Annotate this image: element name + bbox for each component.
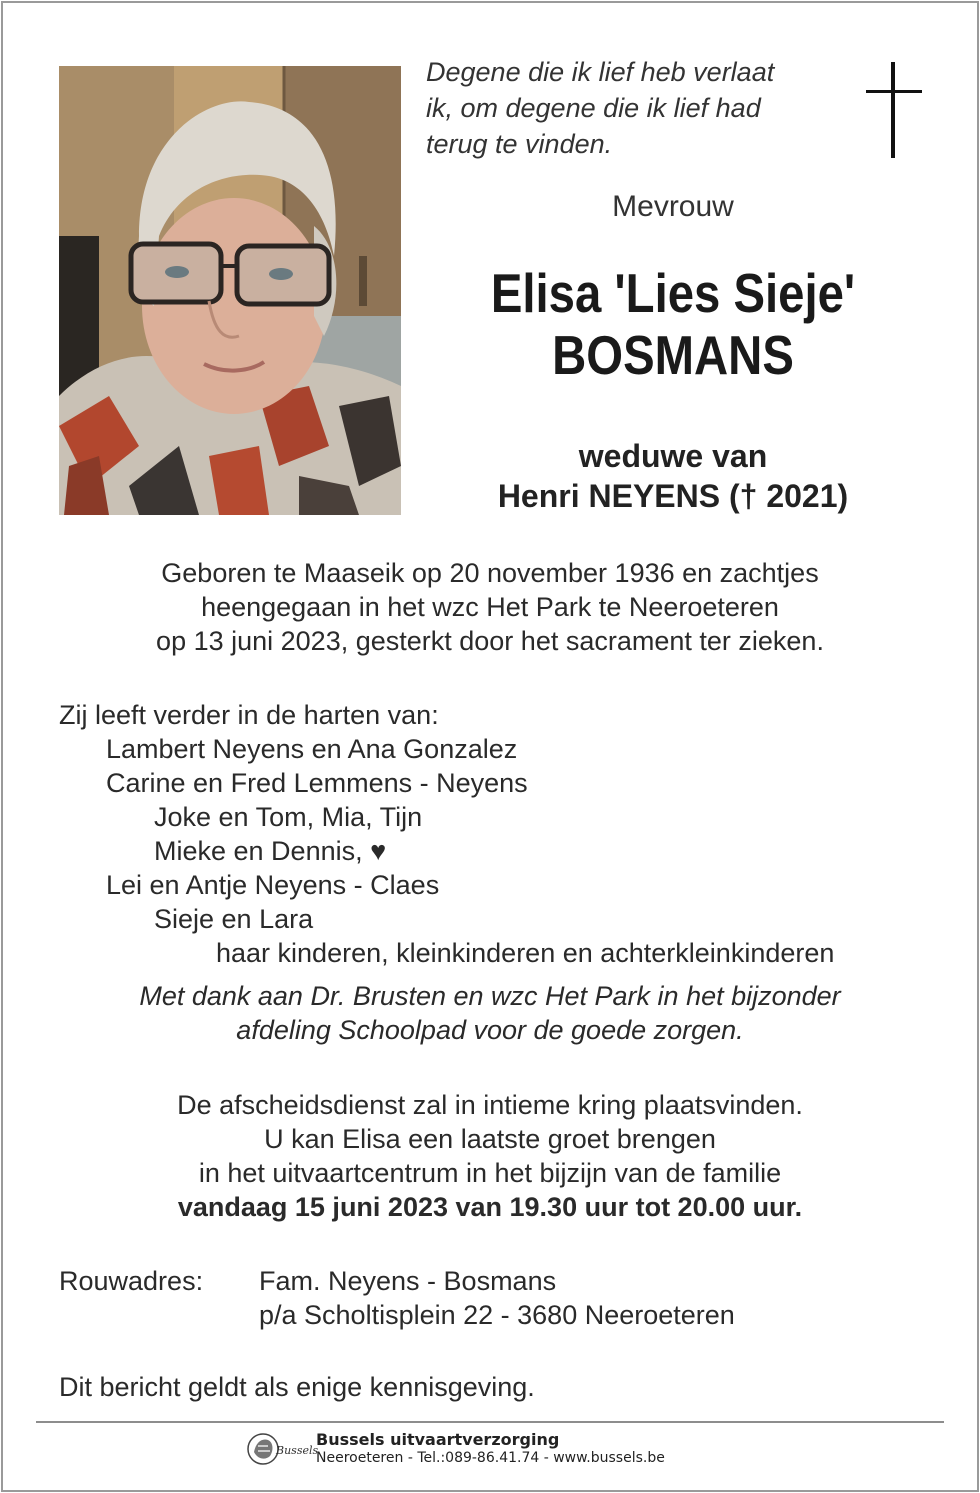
service-line: in het uitvaartcentrum in het bijzijn van de familie [198, 1158, 782, 1188]
mourning-address [59, 1264, 939, 1332]
birth-death-details [40, 556, 940, 658]
survivors-list [59, 698, 939, 970]
widow-info [426, 436, 920, 516]
service-line: U kan Elisa een laatste groet brengen [264, 1124, 716, 1154]
survivors-intro: Zij leeft verder in de harten van: [59, 700, 439, 730]
notice-text: Dit bericht geldt als enige kennisgeving. [59, 1372, 535, 1402]
deceased-name-line1: Elisa 'Lies Sieje' [490, 262, 856, 324]
service-line: De afscheidsdienst zal in intieme kring plaatsvinden. [177, 1090, 803, 1120]
born-line: heengegaan in het wzc Het Park te Neeroeteren [201, 592, 779, 622]
address-line2: p/a Scholtisplein 22 - 3680 Neeroeteren [259, 1300, 735, 1330]
family-entry: Lambert Neyens en Ana Gonzalez [106, 734, 518, 764]
funeral-home-info [316, 1430, 665, 1467]
family-entry: Joke en Tom, Mia, Tijn [154, 802, 423, 832]
quote-line: terug te vinden. [426, 129, 613, 159]
service-date: vandaag 15 juni 2023 van 19.30 uur tot 20.00 uur. [177, 1192, 803, 1222]
bussels-logo [246, 1432, 319, 1466]
funeral-home-contact: Neeroeteren - Tel.:089-86.41.74 - www.bussels.be [316, 1450, 665, 1466]
family-entry: Sieje en Lara [154, 904, 314, 934]
thanks-note [40, 979, 940, 1047]
born-line: Geboren te Maaseik op 20 november 1936 en zachtjes [161, 558, 819, 588]
address-label: Rouwadres: [59, 1266, 204, 1296]
widow-line2: Henri NEYENS († 2021) [497, 478, 849, 514]
cross-icon [866, 62, 922, 158]
svg-text:Bussels: Bussels [276, 1444, 319, 1457]
footer-divider [36, 1421, 944, 1423]
deceased-name [461, 262, 886, 386]
quote-line: Degene die ik lief heb verlaat [426, 57, 775, 87]
thanks-line: afdeling Schoolpad voor de goede zorgen. [236, 1015, 744, 1045]
family-entry: Mieke en Dennis, ♥ [154, 836, 387, 866]
funeral-home-name: Bussels uitvaartverzorging [316, 1430, 560, 1449]
widow-line1: weduwe van [578, 438, 768, 474]
born-line: op 13 juni 2023, gesterkt door het sacrament ter zieken. [156, 626, 824, 656]
service-info [40, 1088, 940, 1224]
survivors-closing: haar kinderen, kleinkinderen en achterkleinkinderen [216, 938, 835, 968]
address-line1: Fam. Neyens - Bosmans [259, 1266, 557, 1296]
thanks-line: Met dank aan Dr. Brusten en wzc Het Park in het bijzonder [139, 981, 841, 1011]
family-entry: Carine en Fred Lemmens - Neyens [106, 768, 528, 798]
deceased-name-line2: BOSMANS [552, 324, 794, 386]
portrait-photo [59, 66, 401, 515]
salutation: Mevrouw [612, 190, 734, 223]
memorial-quote [426, 54, 846, 162]
quote-line: ik, om degene die ik lief had [426, 93, 761, 123]
family-entry: Lei en Antje Neyens - Claes [106, 870, 440, 900]
